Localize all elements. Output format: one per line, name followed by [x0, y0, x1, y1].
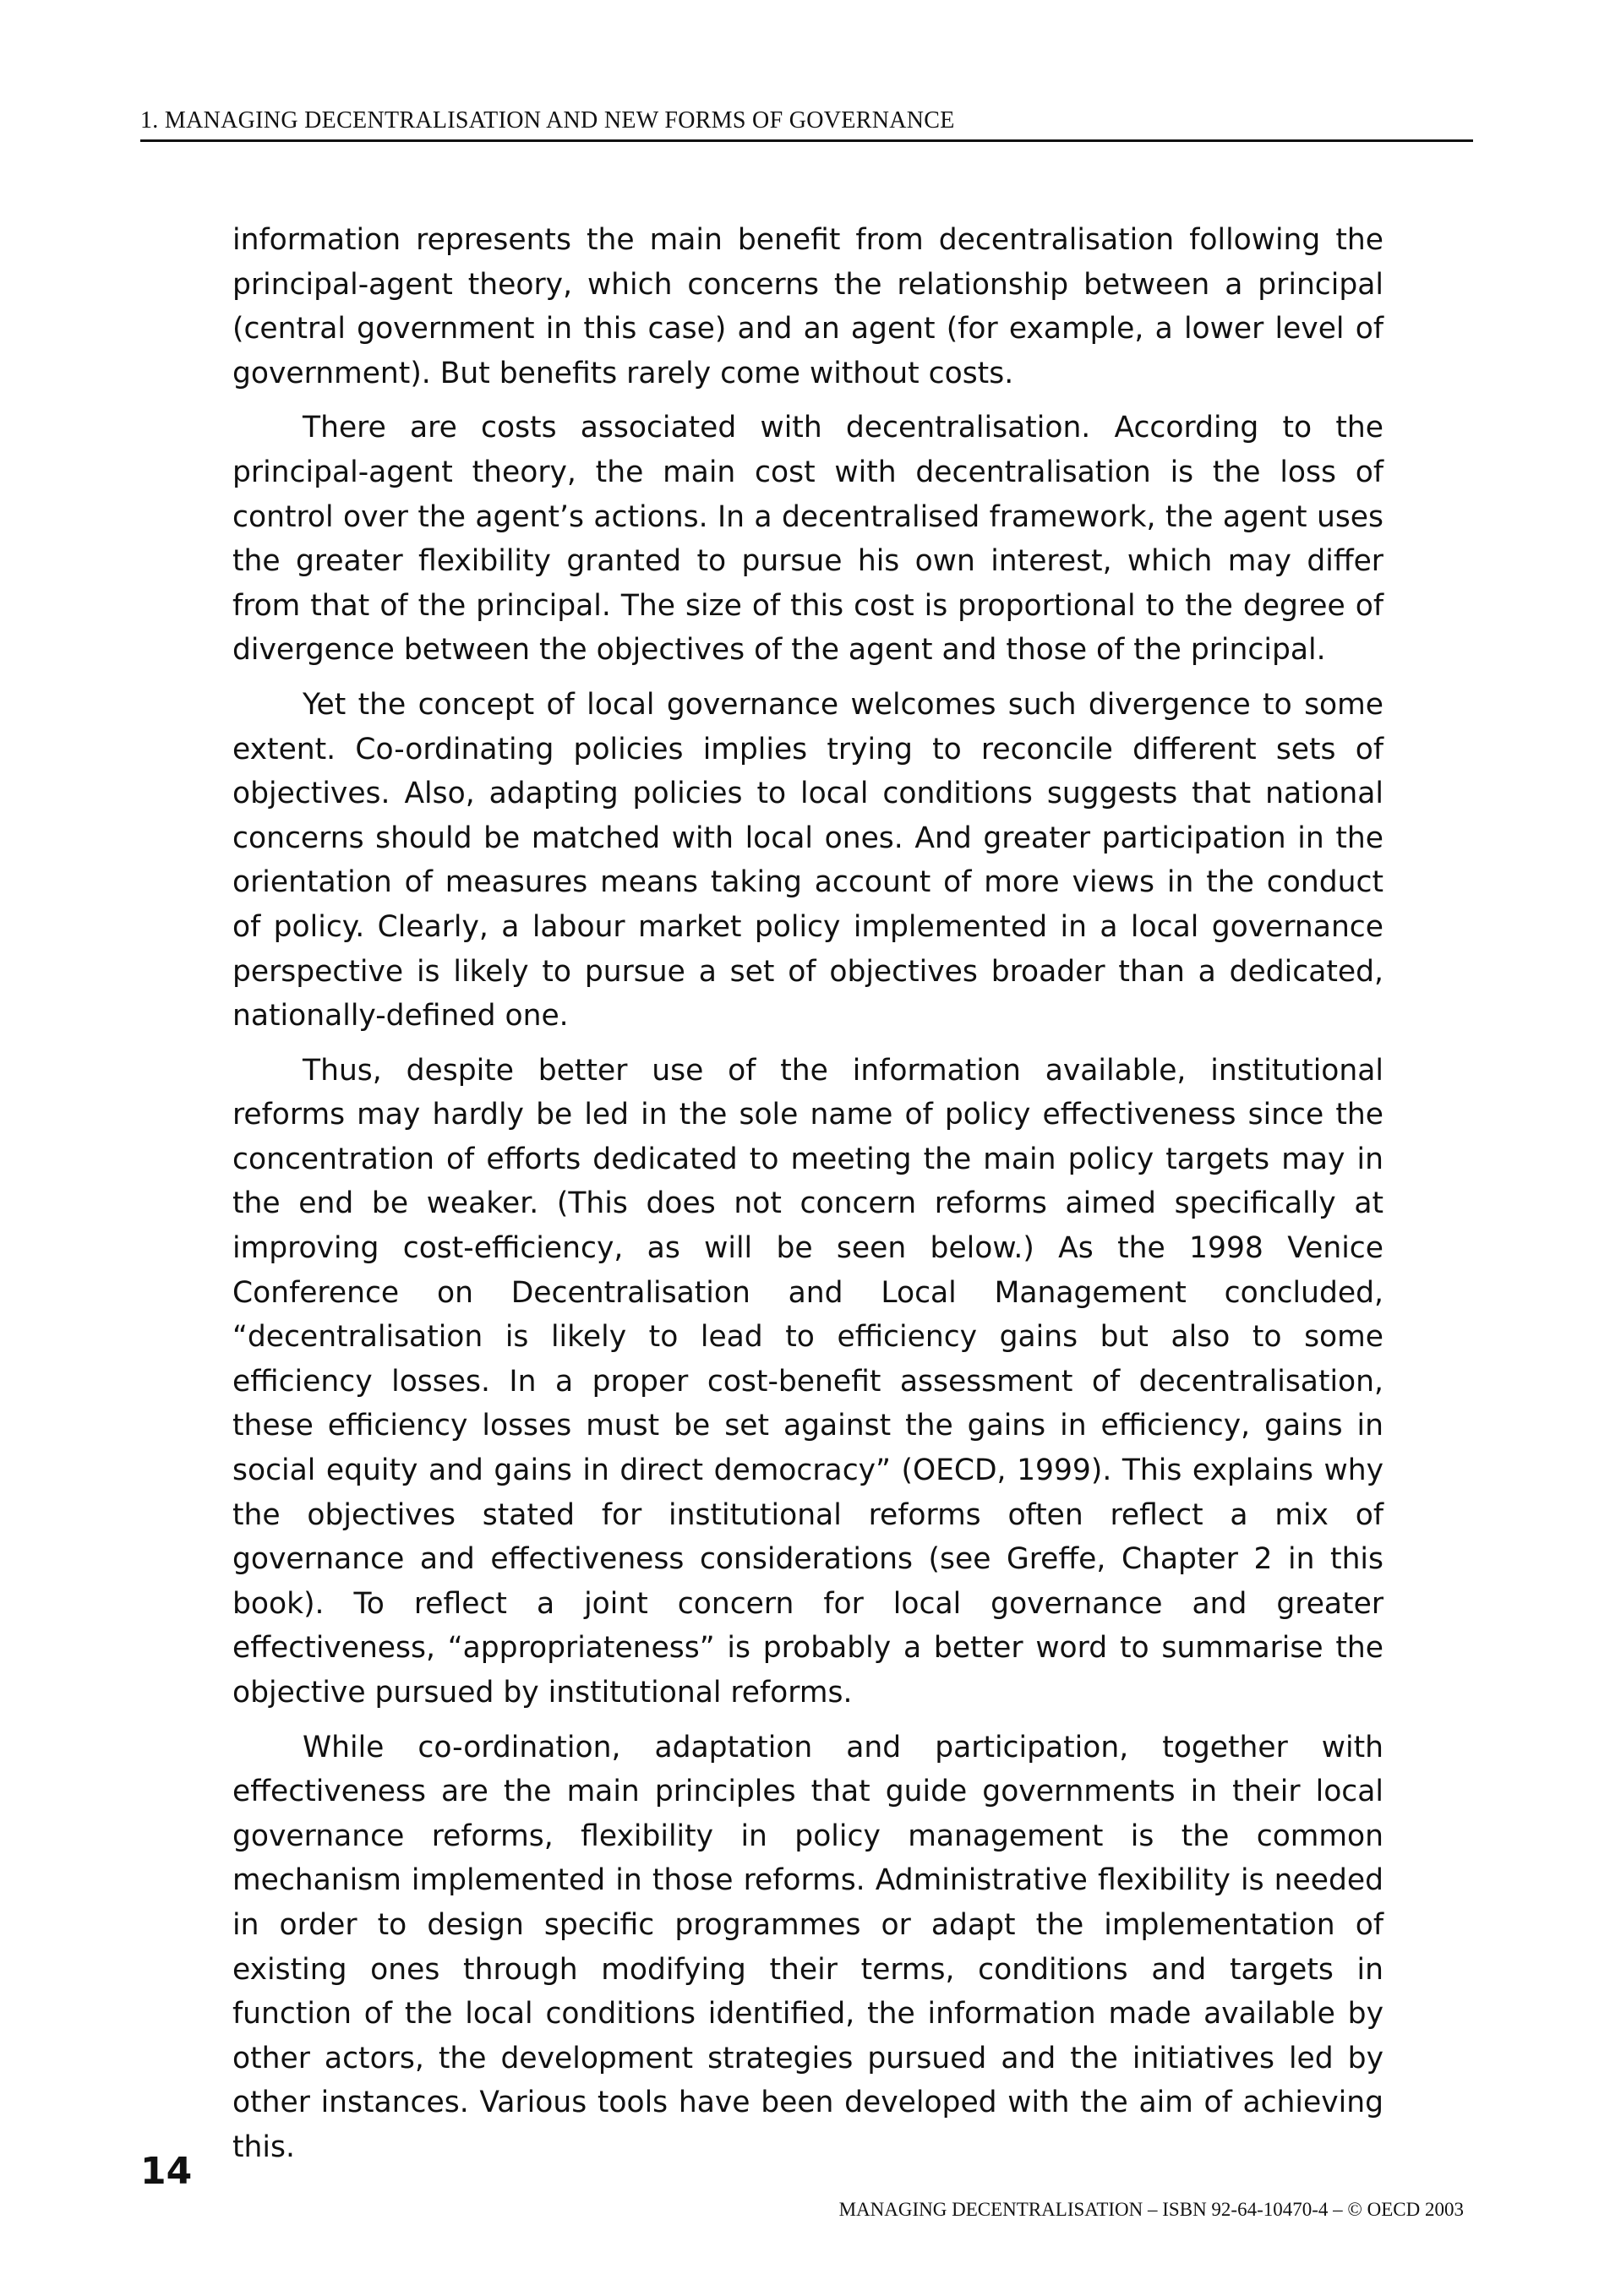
page-number: 14 [140, 2150, 193, 2193]
footer-citation: MANAGING DECENTRALISATION – ISBN 92-64-10470-4 – © OECD 2003 [838, 2199, 1464, 2220]
running-header-title: 1. MANAGING DECENTRALISATION AND NEW FORMS OF GOVERNANCE [140, 107, 955, 134]
paragraph-1: information represents the main benefit from decentralisation following the principal-agent theory, which concerns the relationship between a principal (central government in this case) and an agent (for example, a lower level of government). But benefits rarely come without costs. [232, 223, 1383, 390]
paragraph-4: Thus, despite better use of the information available, institutional reforms may hardly be led in the sole name of policy effectiveness since the concentration of efforts dedicated to meeting the main policy targets may in the end be weaker. (This does not concern reforms aimed specifically at improving cost-efficiency, as will be seen below.) As the 1998 Venice Conference on Decentralisation and Local Management concluded, “decentralisation is likely to lead to efficiency gains but also to some efficiency losses. In a proper cost-benefit assessment of decentralisation, these efficiency losses must be set against the gains in efficiency, gains in social equity and gains in direct democracy” (OECD, 1999). This explains why the objectives stated for institutional reforms often reflect a mix of governance and effectiveness considerations (see Greffe, Chapter 2 in this book). To reflect a joint concern for local governance and greater effectiveness, “appropriateness” is probably a better word to summarise the objective pursued by institutional reforms. [232, 1053, 1383, 1710]
running-header [140, 108, 1473, 142]
paragraph-3: Yet the concept of local governance welcomes such divergence to some extent. Co-ordinating policies implies trying to reconcile different sets of objectives. Also, adapting policies to local conditions suggests that national concerns should be matched with local ones. And greater participation in the orientation of measures means taking account of more views in the conduct of policy. Clearly, a labour market policy implemented in a local governance perspective is likely to pursue a set of objectives broader than a dedicated, nationally-defined one. [232, 687, 1383, 1033]
body-text [232, 218, 1383, 2180]
paragraph-2: There are costs associated with decentralisation. According to the principal-agent theory, the main cost with decentralisation is the loss of control over the agent’s actions. In a decentralised framework, the agent uses the greater flexibility granted to pursue his own interest, which may differ from that of the principal. The size of this cost is proportional to the degree of divergence between the objectives of the agent and those of the principal. [232, 411, 1383, 668]
paragraph-5: While co-ordination, adaptation and participation, together with effectiveness are the main principles that guide governments in their local governance reforms, flexibility in policy management is the common mechanism implemented in those reforms. Administrative flexibility is needed in order to design specific programmes or adapt the implementation of existing ones through modifying their terms, conditions and targets in function of the local conditions identified, the information made available by other actors, the development strategies pursued and the initiatives led by other instances. Various tools have been developed with the aim of achieving this. [232, 1730, 1383, 2164]
